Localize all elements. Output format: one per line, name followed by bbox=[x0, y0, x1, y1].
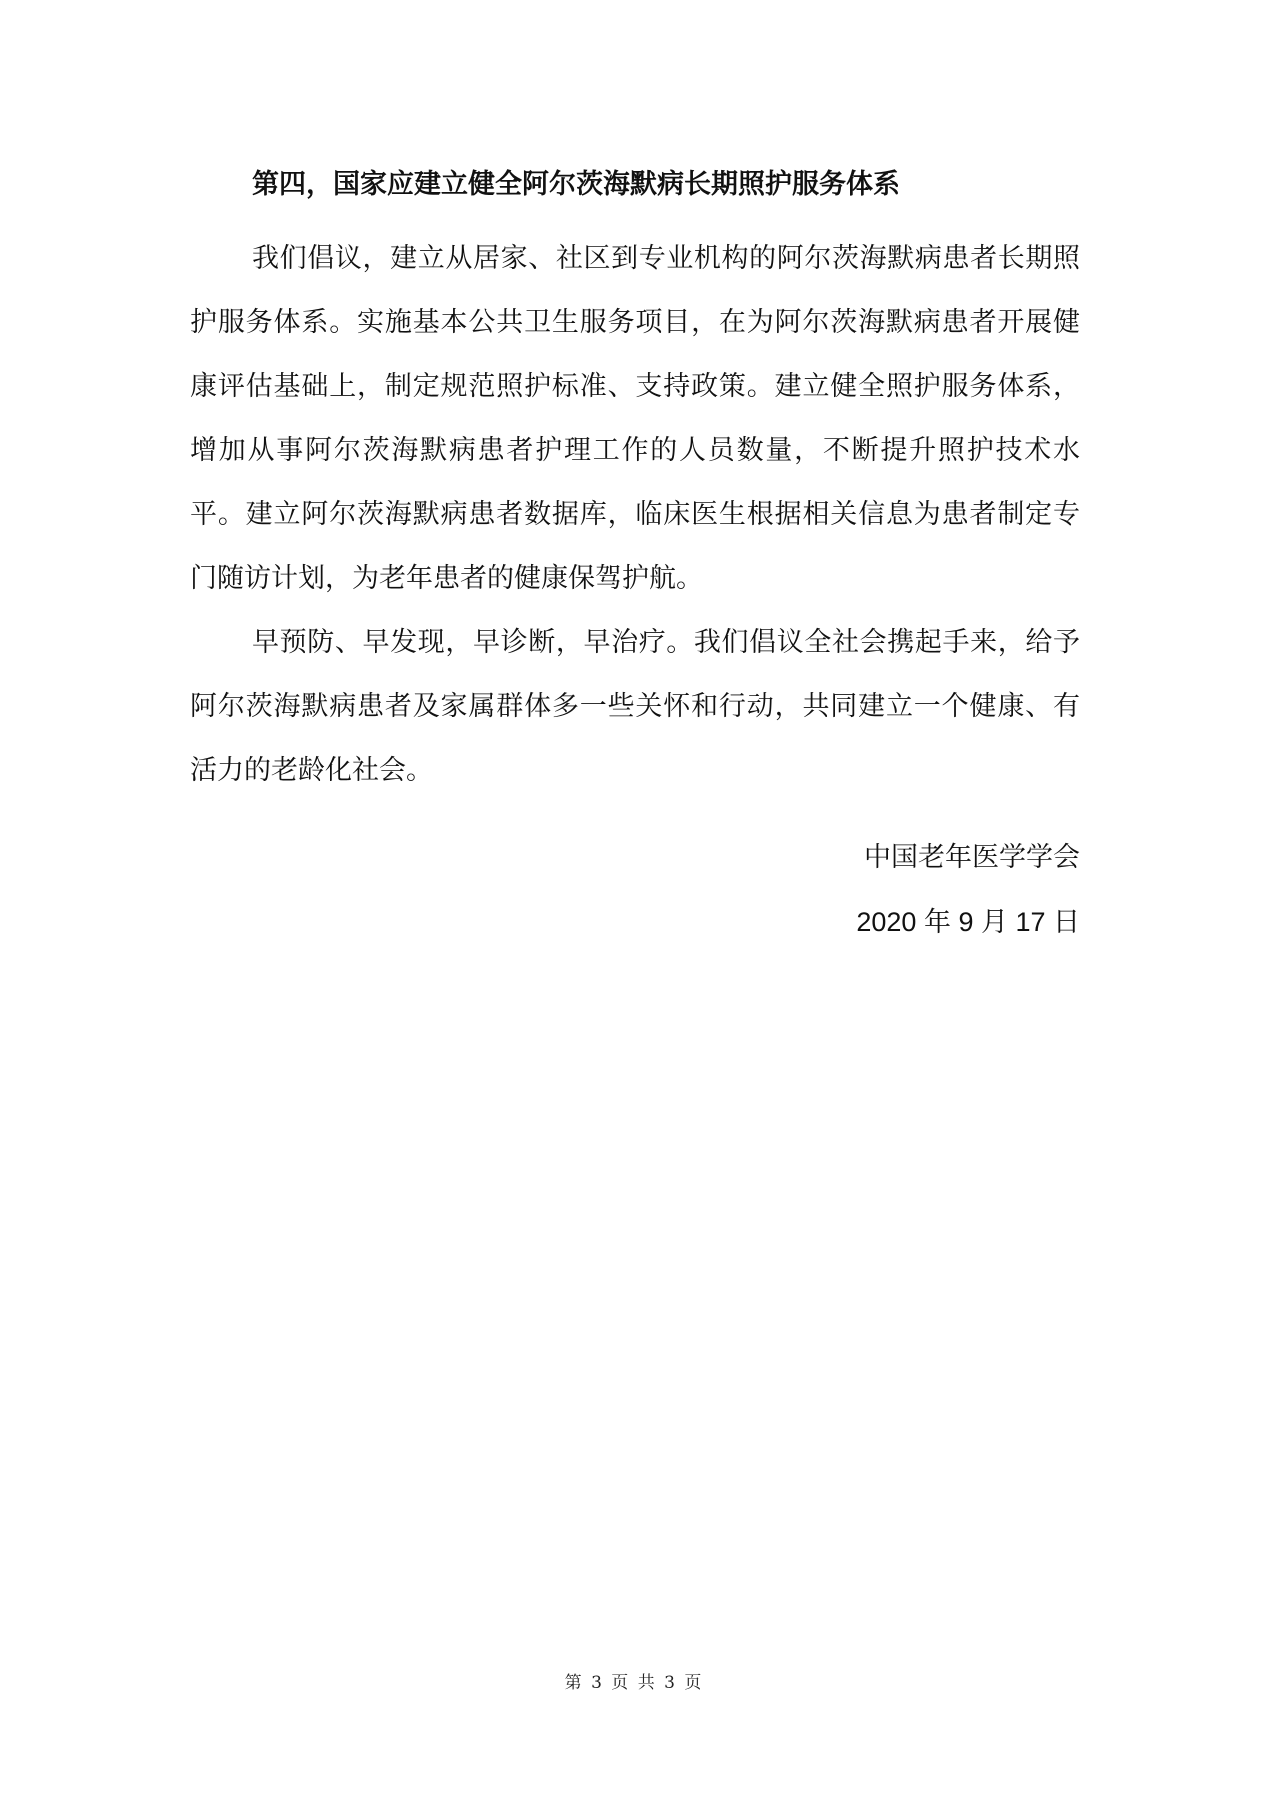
signature-date: 2020 年 9 月 17 日 bbox=[856, 907, 1080, 937]
paragraph-long-term-care: 我们倡议，建立从居家、社区到专业机构的阿尔茨海默病患者长期照护服务体系。实施基本公共卫生服务项目，在为阿尔茨海默病患者开展健康评估基础上，制定规范照护标准、支持政策。建立健全照护服务体系，增加从事阿尔茨海默病患者护理工作的人员数量，不断提升照护技术水平。建立阿尔茨海默病患者数据库，临床医生根据相关信息为患者制定专门随访计划，为老年患者的健康保驾护航。 bbox=[190, 243, 1080, 594]
page-number-footer: 第 3 页 共 3 页 bbox=[564, 1673, 704, 1693]
signature-organization: 中国老年医学学会 bbox=[864, 842, 1080, 873]
paragraph-call-to-action: 早预防、早发现，早诊断，早治疗。我们倡议全社会携起手来，给予阿尔茨海默病患者及家属群体多一些关怀和行动，共同建立一个健康、有活力的老龄化社会。 bbox=[190, 627, 1080, 786]
section-heading: 第四，国家应建立健全阿尔茨海默病长期照护服务体系 bbox=[252, 169, 900, 200]
document-body bbox=[190, 163, 1080, 803]
